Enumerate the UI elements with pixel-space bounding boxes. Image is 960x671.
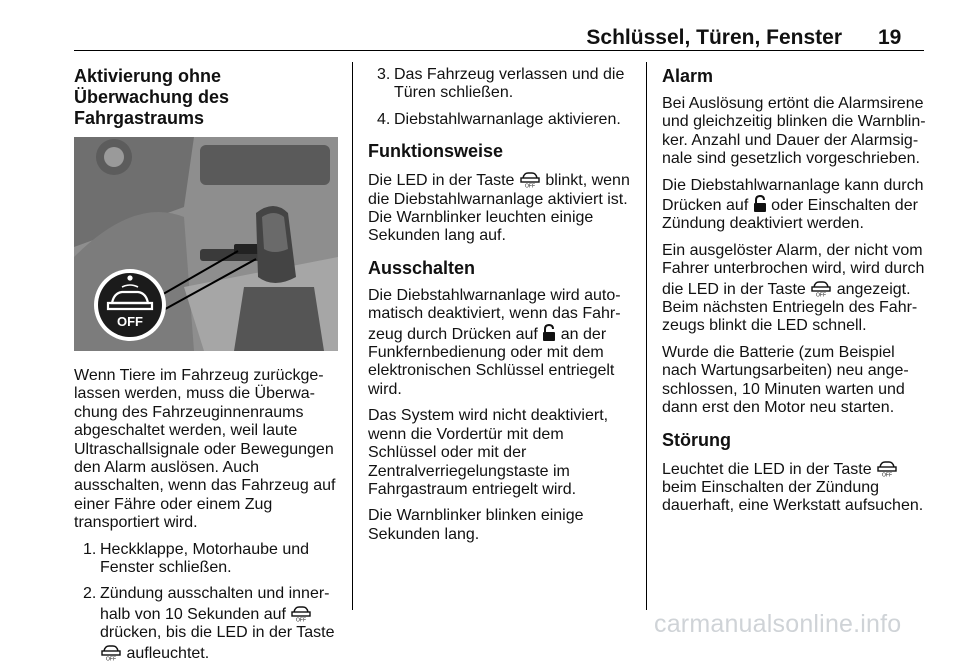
heading-aktivierung: Aktivierung ohne Überwachung des Fahrgastraums — [74, 66, 230, 128]
para-alarm-1: Bei Auslösung ertönt die Alarmsirene und gleichzeitig blinken die Warnblinker. Anzahl und Dauer der Alarmsignale sind gesetzlich vorgeschrieben. — [662, 95, 926, 168]
column-divider-2 — [646, 62, 647, 610]
para-funktion: Die LED in der Taste OFF blinkt, wenn die Diebstahlwarnanlage aktiviert ist. Die Warnblinker leuchten einige Sekunden lang auf. — [368, 172, 630, 245]
list-item: 4. Diebstahlwarnanlage aktivieren. — [377, 110, 621, 128]
heading-stoerung: Störung — [662, 429, 731, 450]
svg-text:OFF: OFF — [106, 656, 116, 661]
list-item: 2. Zündung ausschalten und innerhalb von 10 Sekunden auf OFF drücken, bis die LED in der Taste OFF aufleuchtet. — [83, 585, 335, 662]
padlock-open-icon — [542, 324, 556, 342]
car-alarm-off-icon — [810, 279, 832, 297]
column-3 — [662, 66, 928, 524]
car-alarm-off-icon — [519, 170, 541, 188]
chapter-title: Schlüssel, Türen, Fenster — [586, 26, 842, 49]
svg-text:OFF: OFF — [296, 617, 307, 622]
heading-alarm: Alarm — [662, 66, 714, 86]
para-ausschalten-3: Die Warnblinker blinken einige Sekunden lang. — [368, 507, 584, 543]
svg-text:OFF: OFF — [524, 183, 535, 189]
page-number: 19 — [878, 26, 902, 49]
car-alarm-off-icon — [876, 459, 898, 477]
para-alarm-4: Wurde die Batterie (zum Beispiel nach Wartungsarbeiten) neu angeschlossen, 10 Minuten warten und dann erst den Motor neu starten. — [662, 343, 909, 417]
heading-funktionsweise: Funktionsweise — [368, 141, 504, 162]
gearshift-console-photo — [74, 137, 338, 351]
para-tiere: Wenn Tiere im Fahrzeug zurückgelassen werden, muss die Überwachung des Fahrzeuginnenraums abgeschaltet werden, weil laute Ultraschallsignale oder Bewegungen den Alarm auslösen. Auch ausschalten, wenn das Fahrzeug auf einer Fähre oder einem Zug transportiert wird. — [74, 367, 336, 532]
svg-text:OFF: OFF — [816, 292, 827, 297]
column-2 — [368, 66, 634, 552]
para-ausschalten-1: Die Diebstahlwarnanlage wird automatisch deaktiviert, wenn das Fahrzeug durch Drücken auf an der Funkfernbedienung oder mit dem elektronischen Schlüssel entriegelt wird. — [368, 286, 621, 398]
list-item: 1. Heckklappe, Motorhaube und Fenster schließen. — [83, 540, 310, 577]
off-button-label: OFF — [117, 314, 143, 329]
para-alarm-3: Ein ausgelöster Alarm, der nicht vom Fahrer unterbrochen wird, wird durch die LED in der Taste OFF angezeigt. Beim nächsten Entriegeln des Fahrzeugs blinkt die LED schnell. — [662, 241, 925, 335]
svg-text:OFF: OFF — [882, 472, 893, 477]
padlock-open-icon — [753, 195, 767, 213]
steps-list-1 — [74, 541, 340, 663]
car-alarm-off-icon — [290, 604, 312, 622]
steps-list-2 — [368, 66, 634, 129]
para-stoerung: Leuchtet die LED in der Taste OFF beim Einschalten der Zündung dauerhaft, eine Werkstatt aufsuchen. — [662, 460, 924, 515]
column-divider-1 — [352, 62, 353, 610]
para-ausschalten-2: Das System wird nicht deaktiviert, wenn die Vordertür mit dem Schlüssel oder mit der Zentralverriegelungstaste im Fahrgastraum entriegelt wird. — [368, 407, 609, 498]
column-1 — [74, 66, 340, 671]
page-header — [0, 0, 960, 50]
header-rule — [74, 50, 924, 51]
heading-ausschalten: Ausschalten — [368, 257, 476, 278]
watermark: carmanualsonline.info — [654, 610, 902, 638]
para-alarm-2: Die Diebstahlwarnanlage kann durch Drücken auf oder Einschalten der Zündung deaktiviert werden. — [662, 176, 924, 233]
car-alarm-off-icon — [100, 643, 122, 661]
list-item: 3. Das Fahrzeug verlassen und die Türen schließen. — [377, 66, 625, 102]
